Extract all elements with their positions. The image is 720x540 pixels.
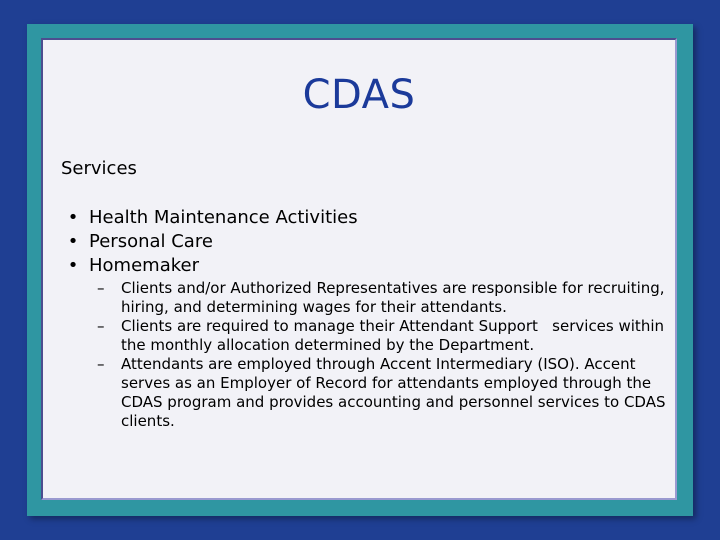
slide-subtitle: Services <box>61 158 137 179</box>
sub-bullet-text: Clients are required to manage their Attendant Support services within the monthly allocation determined by the Department. <box>121 317 669 354</box>
bullet-item <box>57 206 358 230</box>
bullet-text: Homemaker <box>89 255 199 276</box>
sub-bullet-text: Attendants are employed through Accent Intermediary (ISO). Accent serves as an Employer of Record for attendants employed through the CDAS program and provides accounting and personnel services to CDAS clients. <box>121 355 666 430</box>
bullet-icon: • <box>67 231 79 252</box>
dash-icon: – <box>97 355 105 373</box>
bullet-icon: • <box>67 207 79 228</box>
bullet-text: Personal Care <box>89 231 213 252</box>
slide-content <box>41 38 677 500</box>
sub-bullet-item <box>97 317 667 355</box>
bullet-item <box>57 254 358 278</box>
dash-icon: – <box>97 279 105 297</box>
bullet-list <box>57 206 358 278</box>
bullet-item <box>57 230 358 254</box>
sub-bullet-item <box>97 355 667 431</box>
sub-bullet-list <box>97 279 667 431</box>
sub-bullet-item <box>97 279 667 317</box>
dash-icon: – <box>97 317 105 335</box>
bullet-icon: • <box>67 255 79 276</box>
slide-title: CDAS <box>302 72 416 118</box>
sub-bullet-text: Clients and/or Authorized Representatives are responsible for recruiting, hiring, and determining wages for their attendants. <box>121 279 665 316</box>
bullet-text: Health Maintenance Activities <box>89 207 358 228</box>
